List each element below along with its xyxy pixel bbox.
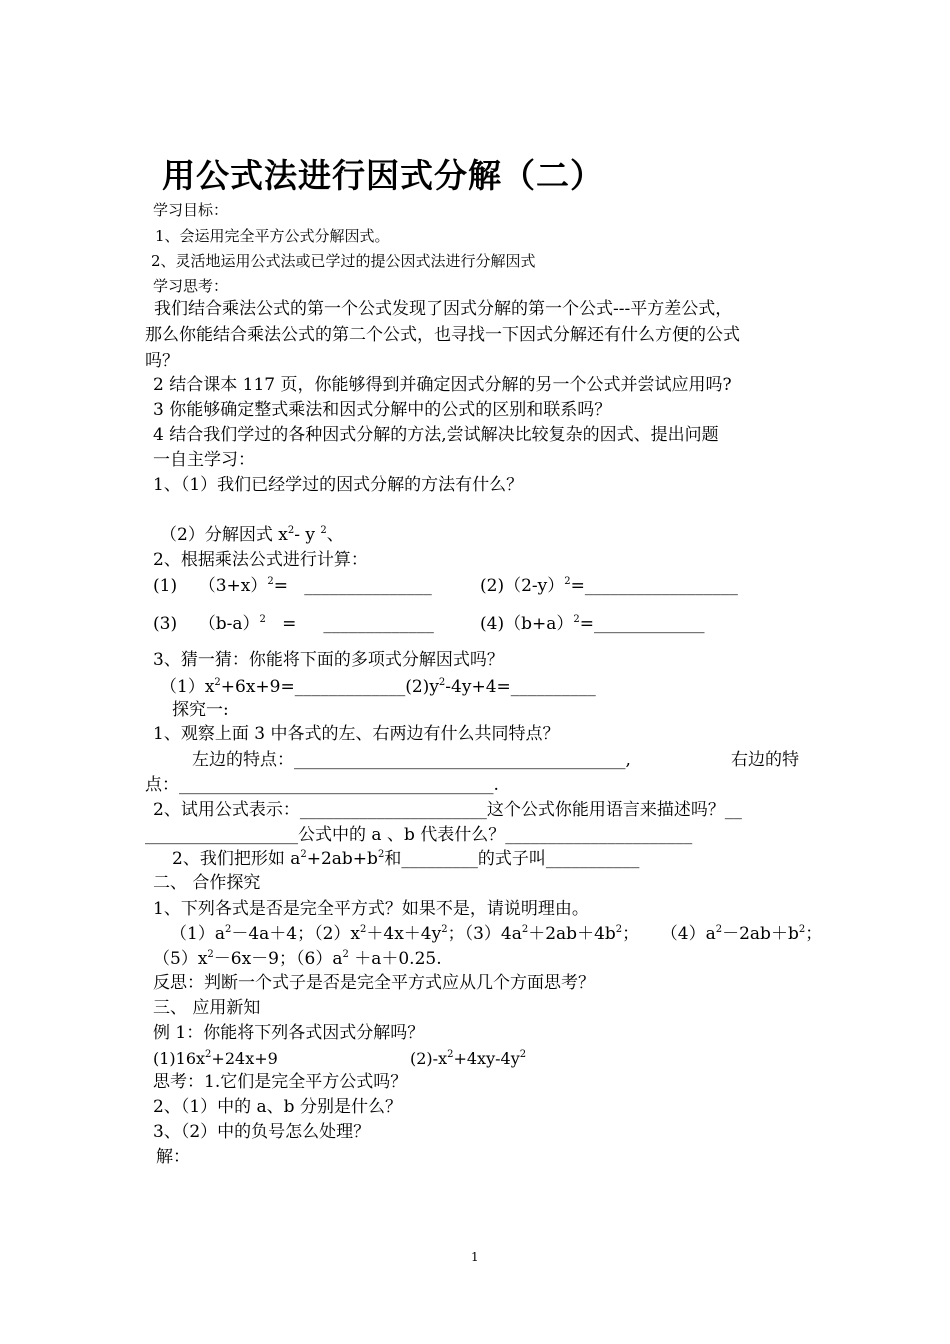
coop-q1: 1、下列各式是否是完全平方式？如果不是，请说明理由。 <box>153 899 589 919</box>
explore-q2: 2、试用公式表示：______________________这个公式你能用语言来描述吗？__ <box>153 800 742 820</box>
apply-think-2: 2、（1）中的 a、b 分别是什么？ <box>153 1097 402 1117</box>
thinking-heading: 学习思考： <box>153 277 229 295</box>
thinking-item-4: 4 结合我们学过的各种因式分解的方法,尝试解决比较复杂的因式、提出问题 <box>153 425 719 445</box>
self-study-q2: 2、根据乘法公式进行计算： <box>153 550 368 570</box>
self-study-heading: 一自主学习： <box>153 450 255 470</box>
apply-ex2: $(2)-x^2+4xy-4y^2$ <box>410 1049 527 1068</box>
thinking-line-3: 吗？ <box>145 351 179 371</box>
calc-4: $(4)(b+a)^2=\_\_\_\_\_\_\_\_\_\_\_\_\_$ <box>480 614 705 634</box>
self-study-q1: 1、（1）我们已经学过的因式分解的方法有什么？ <box>153 475 524 495</box>
thinking-item-2: 2 结合课本 117 页，你能够得到并确定因式分解的另一个公式并尝试应用吗? <box>153 375 732 395</box>
apply-heading: 三、 应用新知 <box>153 998 261 1018</box>
calc-3: (3) $(b-a)^2$ = _____________ <box>153 614 434 634</box>
thinking-line-1: 我们结合乘法公式的第一个公式发现了因式分解的第一个公式---平方差公式， <box>154 299 733 319</box>
explore-q3: 2、我们把形如 $a^2+2ab+b^2$和_________的式子叫___________ <box>172 849 640 869</box>
self-study-q3: 3、猜一猜：你能将下面的多项式分解因式吗？ <box>153 650 504 670</box>
objective-1: 1、会运用完全平方公式分解因式。 <box>155 227 390 245</box>
coop-reflect: 反思：判断一个式子是否是完全平方式应从几个方面思考？ <box>153 973 595 993</box>
page-number: 1 <box>471 1250 479 1264</box>
calc-1: (1) $(3+x)^2=$ _______________ <box>153 576 432 596</box>
thinking-line-2: 那么你能结合乘法公式的第二个公式，也寻找一下因式分解还有什么方便的公式 <box>145 325 740 345</box>
explore-right-label: 右边的特 <box>731 750 799 770</box>
coop-expr-line-2: $(5)x^2-6x-9$；$(6)a^2 +a+0.25$. <box>153 949 442 969</box>
explore-heading: 探究一: <box>172 700 229 720</box>
explore-q2b: __________________公式中的 a 、b 代表什么？______________________ <box>145 825 693 845</box>
objective-2: 2、灵活地运用公式法或已学过的提公因式法进行分解因式 <box>151 252 536 270</box>
self-study-q3-exprs: $(1)x^2+6x+9=\_\_\_\_\_\_\_\_\_\_\_\_\_(2)y^2-4y+4=\_\_\_\_\_\_\_\_\_\_$ <box>160 677 596 697</box>
self-study-q1-2: （2）分解因式 $x^2-$ y $^2$、 <box>160 525 344 545</box>
objectives-heading: 学习目标： <box>153 201 229 219</box>
apply-ex1: $(1)16x^2+24x+9$ <box>153 1049 278 1068</box>
calc-2: $(2)(2-y)^2=\_\_\_\_\_\_\_\_\_\_\_\_\_\_\_\_\_\_$ <box>480 576 738 596</box>
apply-example: 例 1：你能将下列各式因式分解吗？ <box>153 1023 425 1043</box>
explore-q1: 1、观察上面 3 中各式的左、右两边有什么共同特点？ <box>153 724 560 744</box>
apply-think-1: 思考：1.它们是完全平方公式吗？ <box>153 1072 408 1092</box>
coop-heading: 二、 合作探究 <box>153 873 261 893</box>
explore-left-feature: 左边的特点：_______________________________________, <box>192 750 631 770</box>
page-title: 用公式法进行因式分解（二） <box>162 156 604 195</box>
apply-solve: 解： <box>156 1147 190 1167</box>
explore-right-feature: 点：_____________________________________. <box>145 775 499 795</box>
apply-think-3: 3、（2）中的负号怎么处理？ <box>153 1122 371 1142</box>
coop-expr-line-1: $(1)a^2-4a+4$；$(2)x^2+4x+4y^2$；$(3)4a^2+2ab+4b^2$； $(4)a^2-2ab+b^2$； <box>170 924 823 944</box>
thinking-item-3: 3 你能够确定整式乘法和因式分解中的公式的区别和联系吗？ <box>153 400 612 420</box>
